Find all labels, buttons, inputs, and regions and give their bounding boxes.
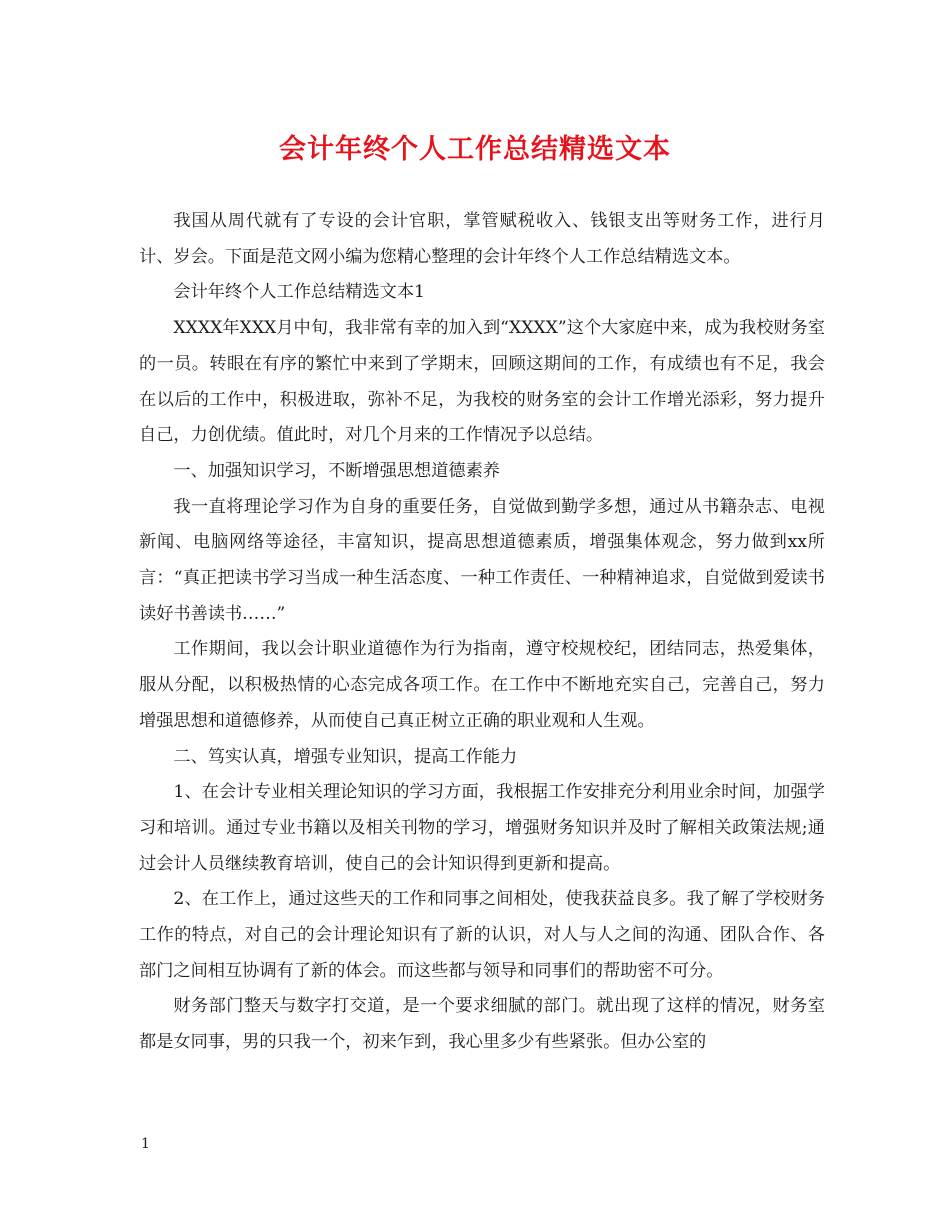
body-paragraph: 1、在会计专业相关理论知识的学习方面，我根据工作安排充分利用业余时间，加强学习和培训。通过专业书籍以及相关刊物的学习，增强财务知识并及时了解相关政策法规;通过会计人员继续教育培训，使自己的会计知识得到更新和提高。 — [139, 782, 825, 874]
body-paragraph: XXXX年XXX月中旬，我非常有幸的加入到“XXXX”这个大家庭中来，成为我校财务室的一员。转眼在有序的繁忙中来到了学期末，回顾这期间的工作，有成绩也有不足，我会在以后的工作中，积极进取，弥补不足，为我校的财务室的会计工作增光添彩，努力提升自己，力创优绩。值此时，对几个月来的工作情况予以总结。 — [139, 318, 825, 446]
intro-paragraph: 我国从周代就有了专设的会计官职，掌管赋税收入、钱银支出等财务工作，进行月计、岁会。下面是范文网小编为您精心整理的会计年终个人工作总结精选文本。 — [139, 211, 825, 267]
body-paragraph: 财务部门整天与数字打交道，是一个要求细腻的部门。就出现了这样的情况，财务室都是女同事，男的只我一个，初来乍到，我心里多少有些紧张。但办公室的 — [139, 996, 825, 1053]
body-paragraph: 工作期间，我以会计职业道德作为行为指南，遵守校规校纪，团结同志，热爱集体，服从分配，以积极热情的心态完成各项工作。在工作中不断地充实自己，完善自己，努力增强思想和道德修养，从而使自己真正树立正确的职业观和人生观。 — [139, 639, 825, 731]
document-title: 会计年终个人工作总结精选文本 — [279, 134, 671, 165]
document-body — [139, 204, 825, 1061]
body-paragraph: 我一直将理论学习作为自身的重要任务，自觉做到勤学多想，通过从书籍杂志、电视新闻、电脑网络等途径，丰富知识，提高思想道德素质，增强集体观念，努力做到xx所言：“真正把读书学习当成一种生活态度、一种工作责任、一种精神追求，自觉做到爱读书读好书善读书……” — [139, 496, 825, 624]
page-number: 1 — [141, 1136, 150, 1152]
section-heading-professional: 二、笃实认真，增强专业知识，提高工作能力 — [173, 746, 518, 767]
section-heading-knowledge: 一、加强知识学习，不断增强思想道德素养 — [173, 460, 500, 481]
body-paragraph: 2、在工作上，通过这些天的工作和同事之间相处，使我获益良多。我了解了学校财务工作的特点，对自己的会计理论知识有了新的认识，对人与人之间的沟通、团队合作、各部门之间相互协调有了新的体会。而这些都与领导和同事们的帮助密不可分。 — [139, 889, 825, 981]
section-heading-text-1: 会计年终个人工作总结精选文本1 — [173, 282, 425, 303]
